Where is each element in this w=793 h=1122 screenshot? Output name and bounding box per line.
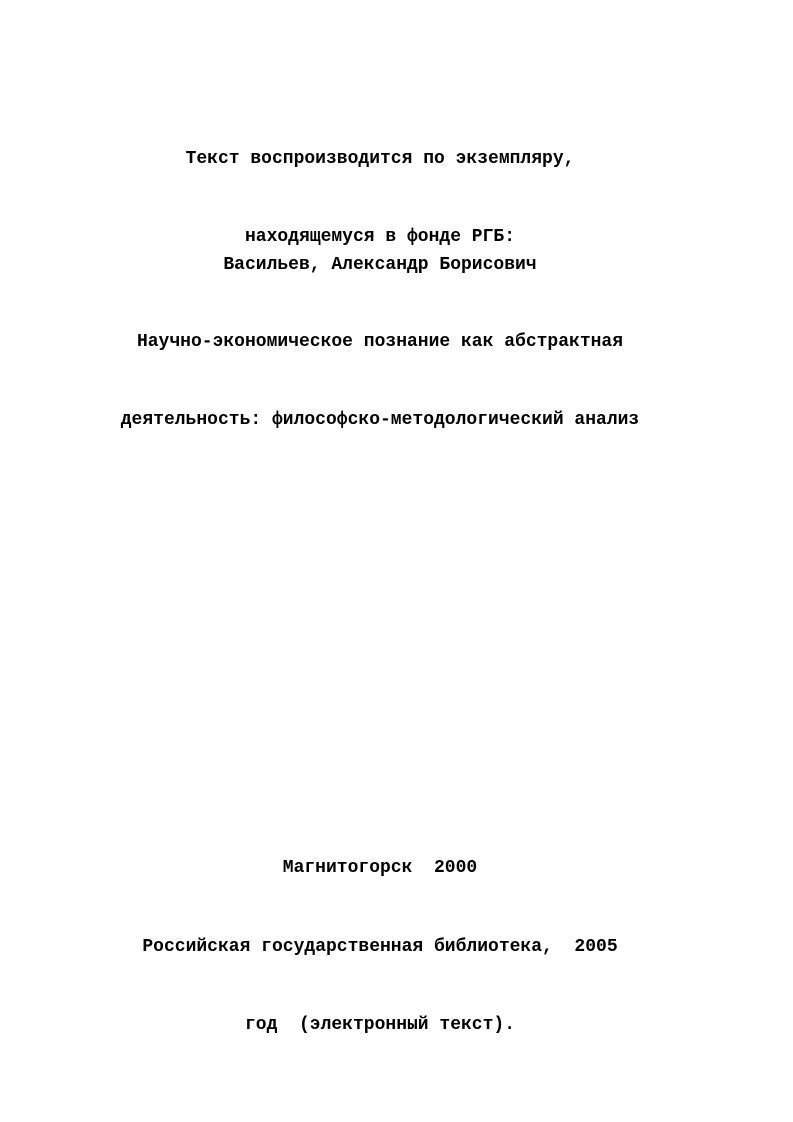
- library-footer: [0, 882, 760, 1064]
- reproduction-note-line-2: находящемуся в фонде РГБ:: [244, 227, 516, 247]
- document-title-line-2: деятельность: философско-методологический анализ: [120, 410, 640, 430]
- author-name-text: Васильев, Александр Борисович: [223, 255, 537, 275]
- reproduction-note-line-1: Текст воспроизводится по экземпляру,: [185, 149, 575, 169]
- document-title-line-1: Научно-экономическое познание как абстрактная: [136, 332, 624, 352]
- publication-place-year-text: Магнитогорск 2000: [282, 858, 478, 878]
- library-footer-line-1: Российская государственная библиотека, 2005: [142, 937, 618, 957]
- document-title: [0, 277, 760, 459]
- library-footer-line-2: год (электронный текст).: [244, 1015, 516, 1035]
